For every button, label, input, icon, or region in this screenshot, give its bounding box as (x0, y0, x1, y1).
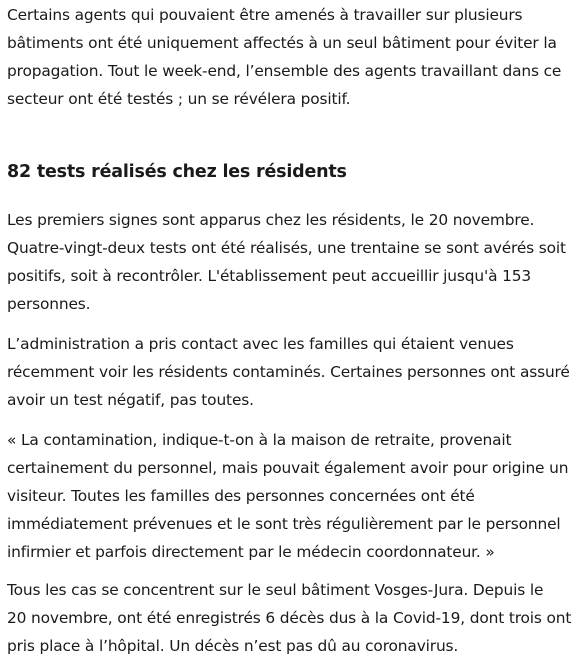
text-line: visiteur. Toutes les familles des personnes concernées ont été (7, 487, 475, 505)
text-line: 20 novembre, ont été enregistrés 6 décès dus à la Covid-19, dont trois ont (7, 609, 572, 627)
text-line: Tous les cas se concentrent sur le seul bâtiment Vosges-Jura. Depuis le (7, 581, 544, 599)
paragraph-families-contact (7, 330, 569, 414)
section-heading: 82 tests réalisés chez les résidents (7, 162, 347, 182)
intro-paragraph (7, 1, 569, 113)
text-line: L’administration a pris contact avec les familles qui étaient venues (7, 335, 514, 353)
text-line: Quatre-vingt-deux tests ont été réalisés, une trentaine se sont avérés soit (7, 239, 566, 257)
text-line: immédiatement prévenues et le sont très régulièrement par le personnel (7, 515, 561, 533)
text-line: récemment voir les résidents contaminés. Certaines personnes ont assuré (7, 363, 570, 381)
text-line: personnes. (7, 295, 91, 313)
paragraph-first-signs (7, 206, 569, 318)
paragraph-deaths (7, 576, 572, 660)
text-line: Les premiers signes sont apparus chez les résidents, le 20 novembre. (7, 211, 535, 229)
text-line: propagation. Tout le week-end, l’ensemble des agents travaillant dans ce (7, 62, 562, 80)
text-line: positifs, soit à recontrôler. L'établissement peut accueillir jusqu'à 153 (7, 267, 532, 285)
text-line: « La contamination, indique-t-on à la maison de retraite, provenait (7, 431, 512, 449)
text-line: infirmier et parfois directement par le médecin coordonnateur. » (7, 543, 495, 561)
text-line: bâtiments ont été uniquement affectés à un seul bâtiment pour éviter la (7, 34, 557, 52)
paragraph-quote (7, 426, 569, 566)
text-line: avoir un test négatif, pas toutes. (7, 391, 254, 409)
text-line: Certains agents qui pouvaient être amenés à travailler sur plusieurs (7, 6, 523, 24)
text-line: certainement du personnel, mais pouvait également avoir pour origine un (7, 459, 569, 477)
text-line: pris place à l’hôpital. Un décès n’est pas dû au coronavirus. (7, 637, 459, 655)
text-line: secteur ont été testés ; un se révélera positif. (7, 90, 351, 108)
